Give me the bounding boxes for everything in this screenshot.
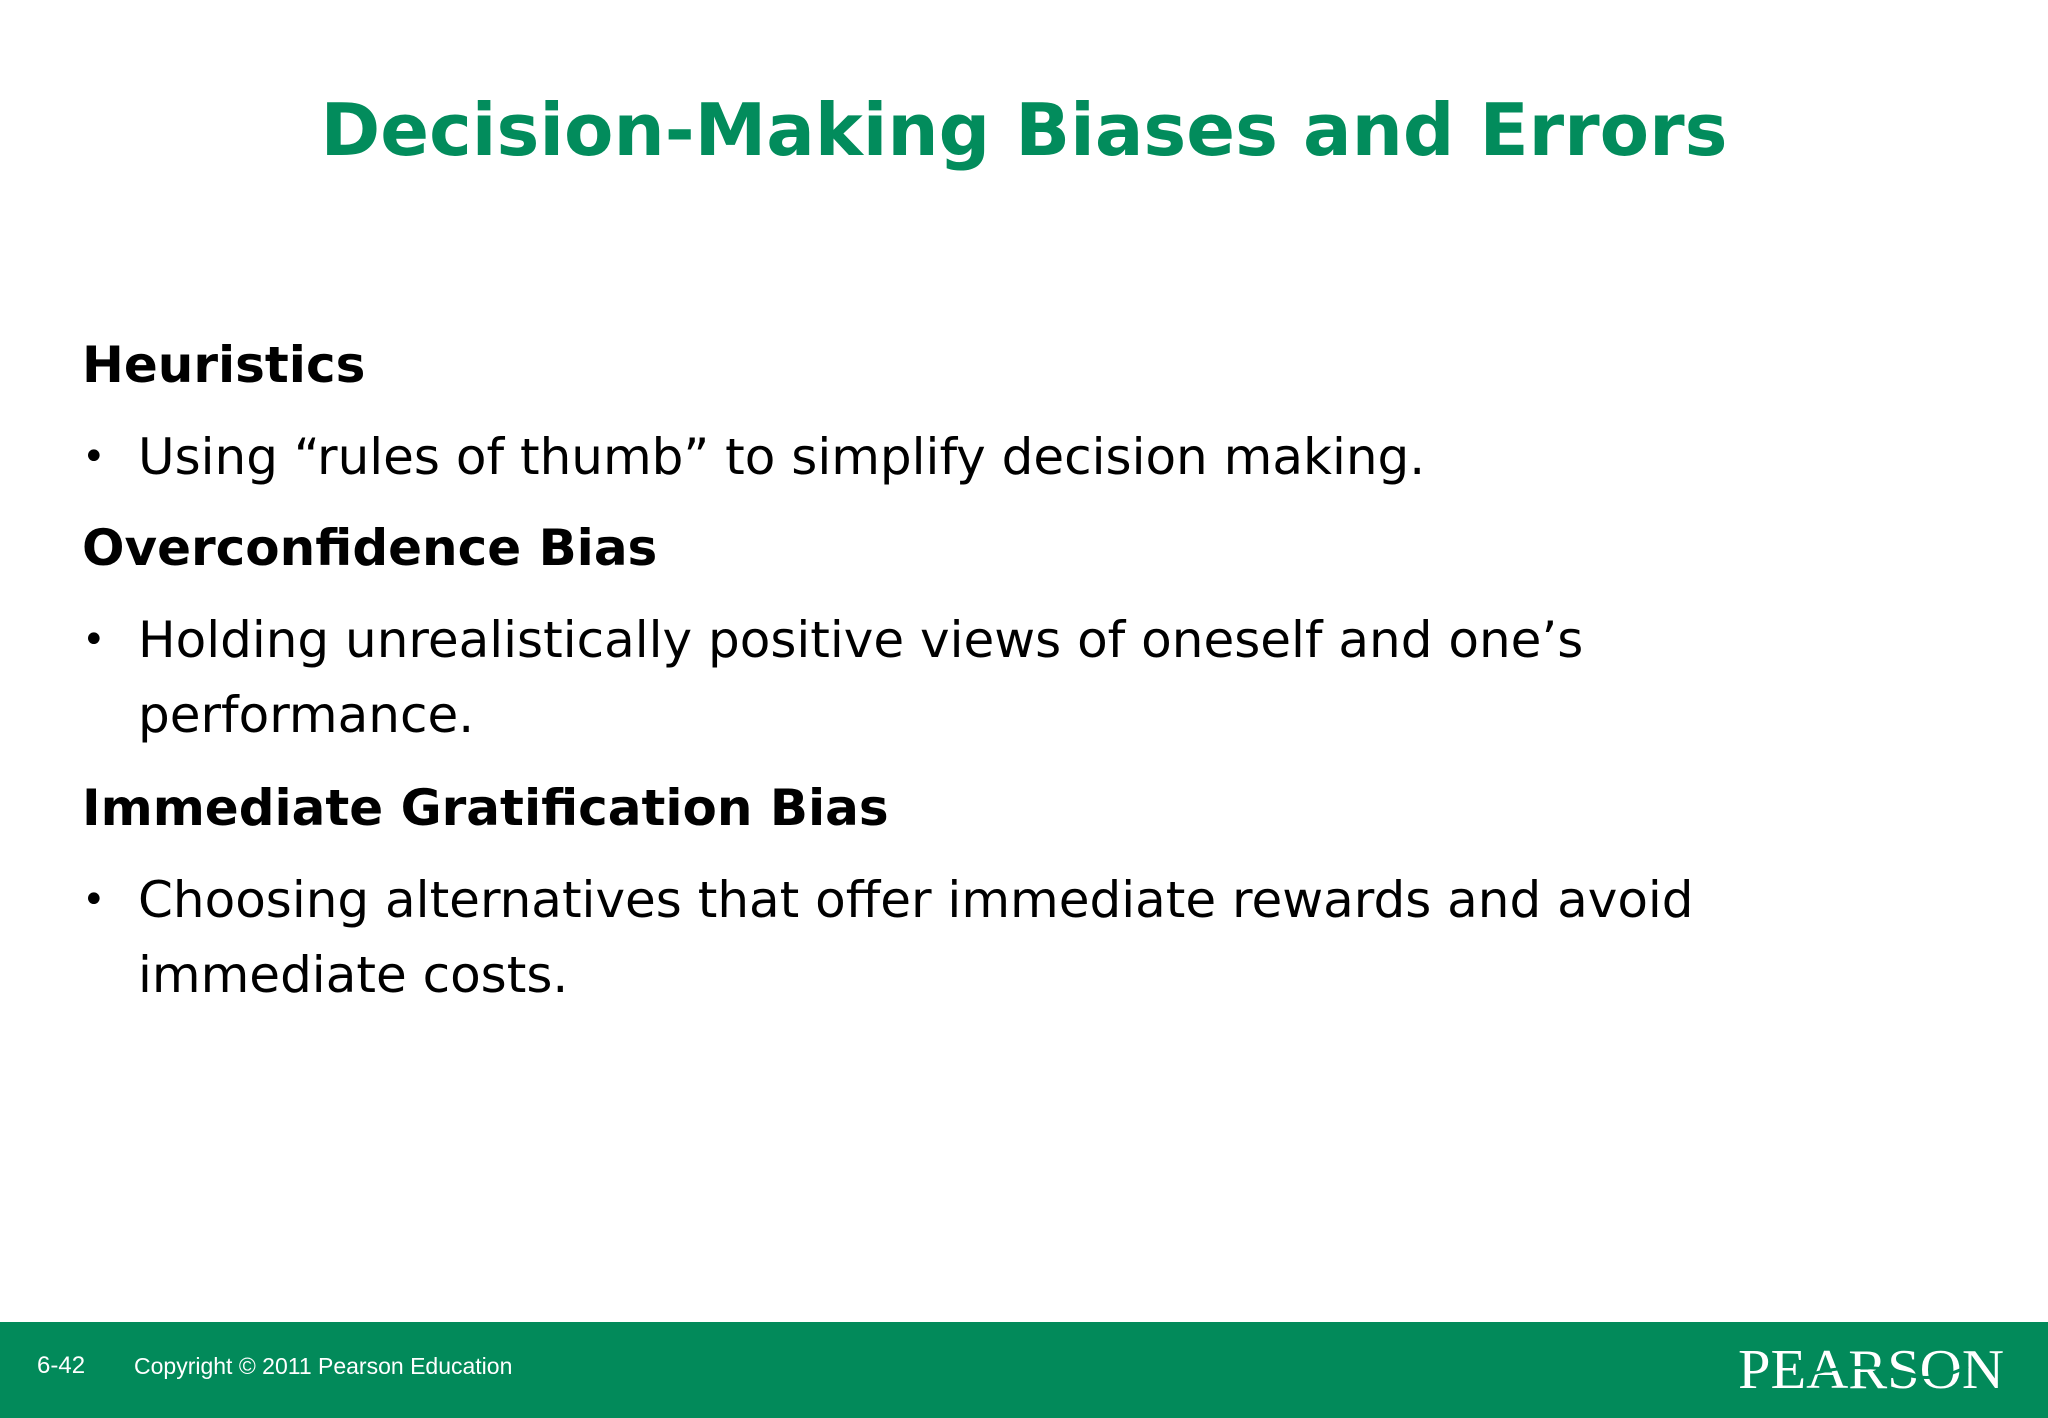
bullet-heuristics (82, 420, 1982, 495)
section-heading-immediate-gratification: Immediate Gratification Bias (82, 779, 889, 837)
bullet-dot: • (82, 877, 106, 923)
copyright-text: Copyright © 2011 Pearson Education (134, 1353, 513, 1379)
bullet-text-overconfidence: Holding unrealistically positive views of oneself and one’s performance. (138, 611, 1584, 744)
bullet-text-heuristics: Using “rules of thumb” to simplify decision making. (138, 428, 1426, 486)
pearson-logo (1738, 1338, 2008, 1398)
slide-content (82, 330, 1982, 1033)
section-heading-overconfidence: Overconfidence Bias (82, 519, 658, 577)
slide-title: Decision-Making Biases and Errors (320, 88, 1728, 172)
svg-text:PEARSON: PEARSON (1738, 1339, 2004, 1398)
bullet-immediate-gratification (82, 863, 1878, 1013)
section-heading-heuristics: Heuristics (82, 336, 366, 394)
bullet-text-immediate-gratification: Choosing alternatives that offer immediate rewards and avoid immediate costs. (138, 871, 1694, 1004)
bullet-dot: • (82, 434, 106, 480)
footer-bar (0, 1322, 2048, 1418)
bullet-overconfidence (82, 603, 1758, 753)
bullet-dot: • (82, 617, 106, 663)
page-number: 6-42 (37, 1352, 86, 1379)
